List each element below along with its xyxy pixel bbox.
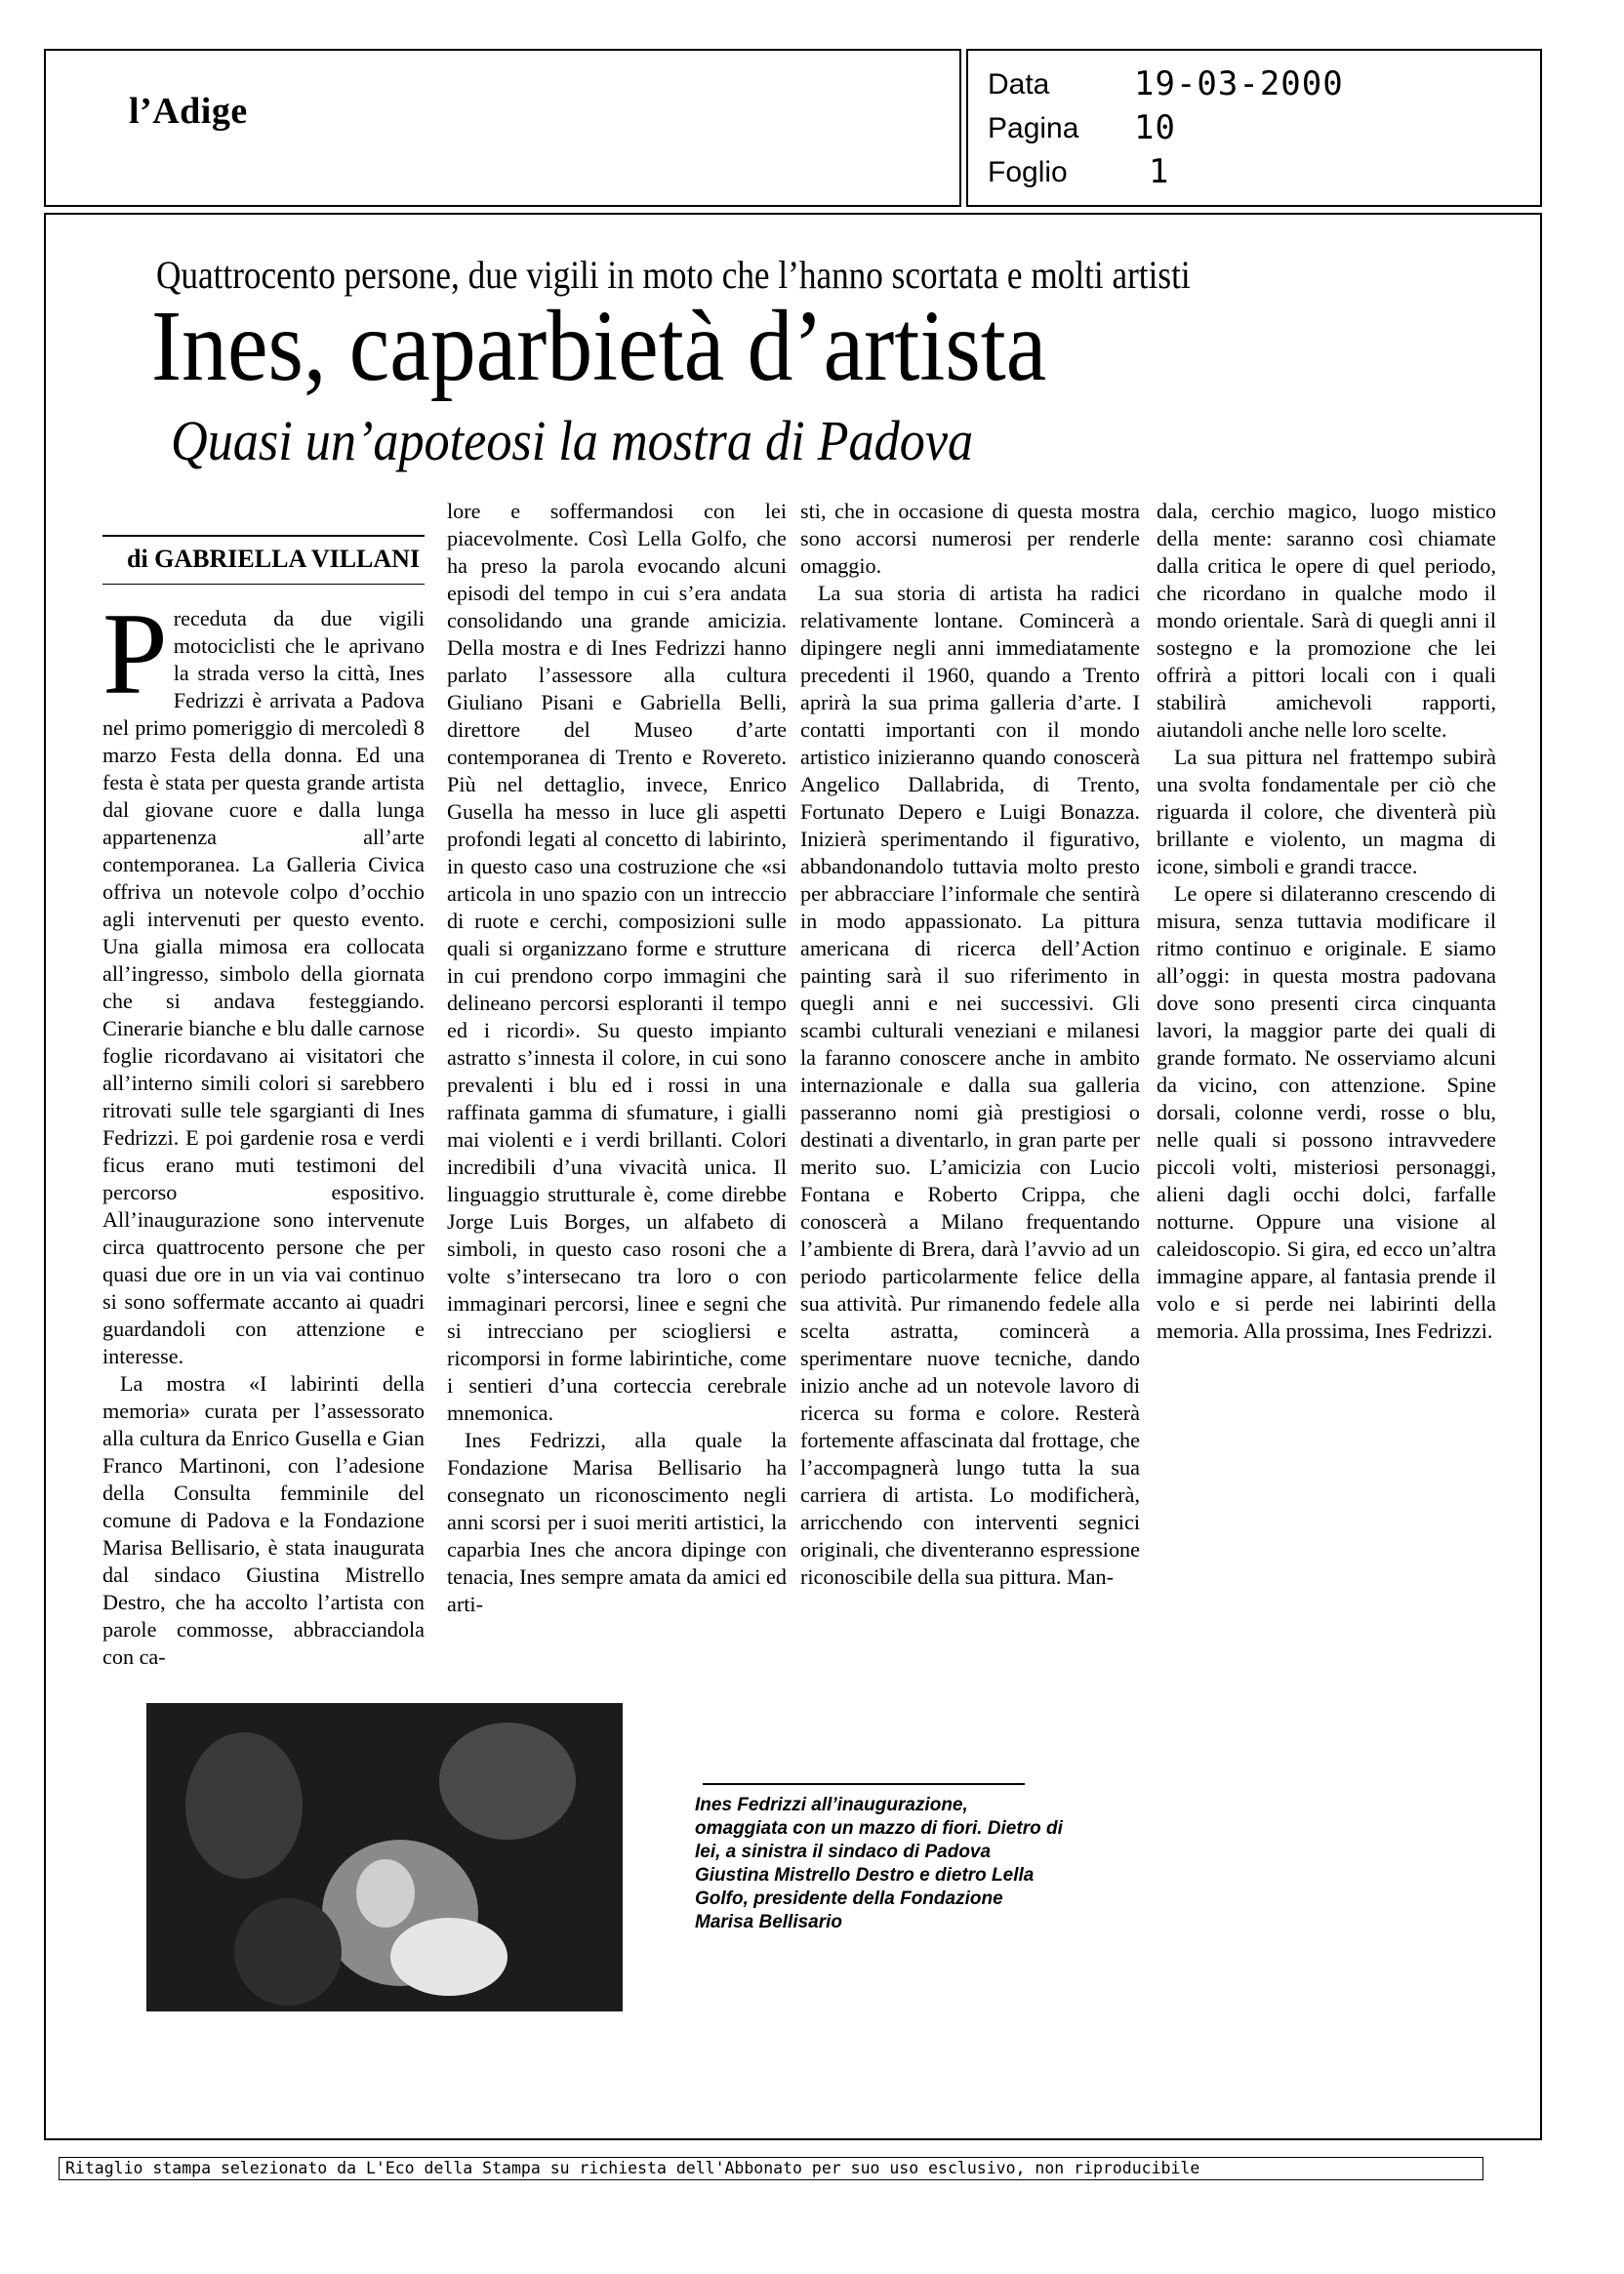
paragraph: La sua storia di artista ha radici relativamente lontane. Comincerà a dipingere negli anni immediatamente precedenti il 1960, quando a Trento aprirà la sua prima galleria d’arte. I contatti importanti con il mondo artistico inizieranno quando conoscerà Angelico Dallabrida, di Trento, Fortunato Depero e Luigi Bonazza. Inizierà sperimentando il figurativo, abbandonandolo tuttavia molto presto per abbracciare l’informale che sentirà in modo appassionato. La pittura americana di ricerca dell’Action painting sarà il suo riferimento in quegli anni e nei successivi. Gli scambi culturali veneziani e milanesi la faranno conoscere anche in ambito internazionale e dalla sua galleria passeranno nomi già prestigiosi o destinati a diventarlo, in gran parte per merito suo. L’amicizia con Lucio Fontana e Roberto Crippa, che conoscerà a Milano frequentando l’ambiente di Brera, darà l’avvio ad un periodo particolarmente felice della sua attività. Pur rimanendo fedele alla scelta astratta, comincerà a sperimentare nuove tecniche, dando inizio anche ad un notevole lavoro di ricerca su forma e colore. Resterà fortemente affascinata dal frottage, che l’accompagnerà lungo tutta la sua carriera di artista. Lo modificherà, arricchendo con interventi segnici originali, che diventeranno espressione riconoscibile della sua pittura. Man-	[800, 581, 1140, 1589]
meta-pagina-label: Pagina	[988, 112, 1079, 144]
article-subhead: Quasi un’apoteosi la mostra di Padova	[171, 409, 974, 472]
meta-data-value: 19-03-2000	[1134, 64, 1344, 103]
meta-foglio-label: Foglio	[988, 156, 1068, 188]
paragraph: Le opere si dilateranno crescendo di misura, senza tuttavia modificare il ritmo continuo e originale. E siamo all’oggi: in questa mostra padovana dove sono presenti circa cinquanta lavori, la maggior parte dei quali di grande formato. Ne osserviamo alcuni da vicino, con attenzione. Spine dorsali, colonne verdi, rosse o blu, nelle quali si possono intravvedere piccoli volti, misteriosi personaggi, alieni dagli occhi dolci, farfalle notturne. Oppure una visione al caleidoscopio. Si gira, ed ecco un’altra immagine appare, al fantasia prende il volo e si perde nei labirinti della memoria. Alla prossima, Ines Fedrizzi.	[1157, 881, 1496, 1343]
paragraph: lore e soffermandosi con lei piacevolmente. Così Lella Golfo, che ha preso la parola evocando alcuni episodi del tempo in cui s’era andata consolidando una grande amicizia. Della mostra e di Ines Fedrizzi hanno parlato l’assessore alla cultura Giuliano Pisani e Gabriella Belli, direttore del Museo d’arte contemporanea di Trento e Rovereto. Più nel dettaglio, invece, Enrico Gusella ha messo in luce gli aspetti profondi legati al concetto di labirinto, in questo caso una costruzione che «si articola in uno spazio con un intreccio di ruote e cerchi, composizioni sulle quali si organizzano forme e strutture in cui prendono corpo immagini che delineano percorsi esploranti il tempo ed i ricordi». Su questo impianto astratto s’innesta il colore, in cui sono prevalenti i blu ed i rossi in una raffinata gamma di sfumature, i gialli mai violenti e i verdi brillanti. Colori incredibili d’una vivacità unica. Il linguaggio strutturale è, come direbbe Jorge Luis Borges, un alfabeto di simboli, in questo caso rosoni che a volte s’intersecano tra loro o con immaginari percorsi, linee e segni che si intrecciano per sciogliersi e ricomporsi in forme labirintiche, come i sentieri d’una corteccia cerebrale mnemonica.	[447, 499, 787, 1425]
article-column-2	[447, 498, 787, 1618]
paragraph	[102, 589, 425, 1370]
masthead-title: l’Adige	[129, 91, 248, 132]
article-photo	[146, 1703, 623, 2011]
article-headline: Ines, caparbietà d’artista	[151, 290, 1047, 402]
article-kicker: Quattrocento persone, due vigili in moto che l’hanno scortata e molti artisti	[156, 253, 1191, 297]
paragraph: La mostra «I labirinti della memoria» curata per l’assessorato alla cultura da Enrico Gusella e Gian Franco Martinoni, con l’adesione della Consulta femminile del comune di Padova e la Fondazione Marisa Bellisario, è stata inaugurata dal sindaco Giustina Mistrello Destro, che ha accolto l’artista con parole commosse, abbracciandola con ca-	[102, 1371, 425, 1669]
header-masthead-box	[44, 49, 961, 207]
photo-caption: Ines Fedrizzi all’inaugurazione, omaggiata con un mazzo di fiori. Dietro di lei, a sinistra il sindaco di Padova Giustina Mistrello Destro e dietro Lella Golfo, presidente della Fondazione Marisa Bellisario	[695, 1795, 1063, 1932]
caption-rule	[703, 1783, 1025, 1785]
paragraph: Ines Fedrizzi, alla quale la Fondazione Marisa Bellisario ha consegnato un riconoscimento negli anni scorsi per i suoi meriti artistici, la caparbia Ines che ancora dipinge con tenacia, Ines sempre amata da amici ed arti-	[447, 1428, 787, 1616]
article-column-4	[1157, 498, 1496, 1345]
byline-rule-bottom	[102, 584, 425, 585]
header-meta-box	[966, 49, 1542, 207]
meta-foglio-value: 1	[1149, 152, 1170, 191]
paragraph-text: receduta da due vigili motociclisti che le aprivano la strada verso la città, Ines Fedrizzi è arrivata a Padova nel primo pomeriggio di mercoledì 8 marzo Festa della donna. Ed una festa è stata per questa grande artista dal giovane cuore e dalla lunga appartenenza all’arte contemporanea. La Galleria Civica offriva un notevole colpo d’occhio agli intervenuti per questo evento. Una gialla mimosa era collocata all’ingresso, simbolo della giornata che si andava festeggiando. Cinerarie bianche e blu dalle carnose foglie ricordavano ai visitatori che all’interno simili colori si sarebbero ritrovati sulle tele sgargianti di Ines Fedrizzi. E poi gardenie rosa e verdi ficus erano muti testimoni del percorso espositivo. All’inaugurazione sono intervenute circa quattrocento persone che per quasi due ore in un via vai continuo si sono soffermate accanto ai quadri guardandoli con attenzione e interesse.	[102, 606, 425, 1368]
paragraph: sti, che in occasione di questa mostra sono accorsi numerosi per renderle omaggio.	[800, 499, 1140, 578]
meta-pagina-value: 10	[1134, 108, 1176, 147]
byline-rule	[102, 535, 425, 537]
paragraph: dala, cerchio magico, luogo mistico della mente: saranno così chiamate dalla critica le opere di quel periodo, che ricordano in qualche modo il mondo orientale. Sarà di quegli anni il sostegno e la promozione che lei offrirà a pittori locali con i quali stabilirà amichevoli rapporti, aiutandoli anche nelle loro scelte.	[1157, 499, 1496, 742]
meta-data-label: Data	[988, 68, 1050, 101]
paragraph: La sua pittura nel frattempo subirà una svolta fondamentale per ciò che riguarda il colore, che diventerà più brillante e violento, un magma di icone, simboli e grandi tracce.	[1157, 745, 1496, 878]
article-column-1	[102, 589, 425, 1671]
dropcap: P	[102, 589, 168, 718]
clipping-footer: Ritaglio stampa selezionato da L'Eco della Stampa su richiesta dell'Abbonato per suo uso esclusivo, non riproducibile	[59, 2157, 1483, 2180]
article-byline: di GABRIELLA VILLANI	[127, 545, 421, 573]
article-column-3	[800, 498, 1140, 1591]
